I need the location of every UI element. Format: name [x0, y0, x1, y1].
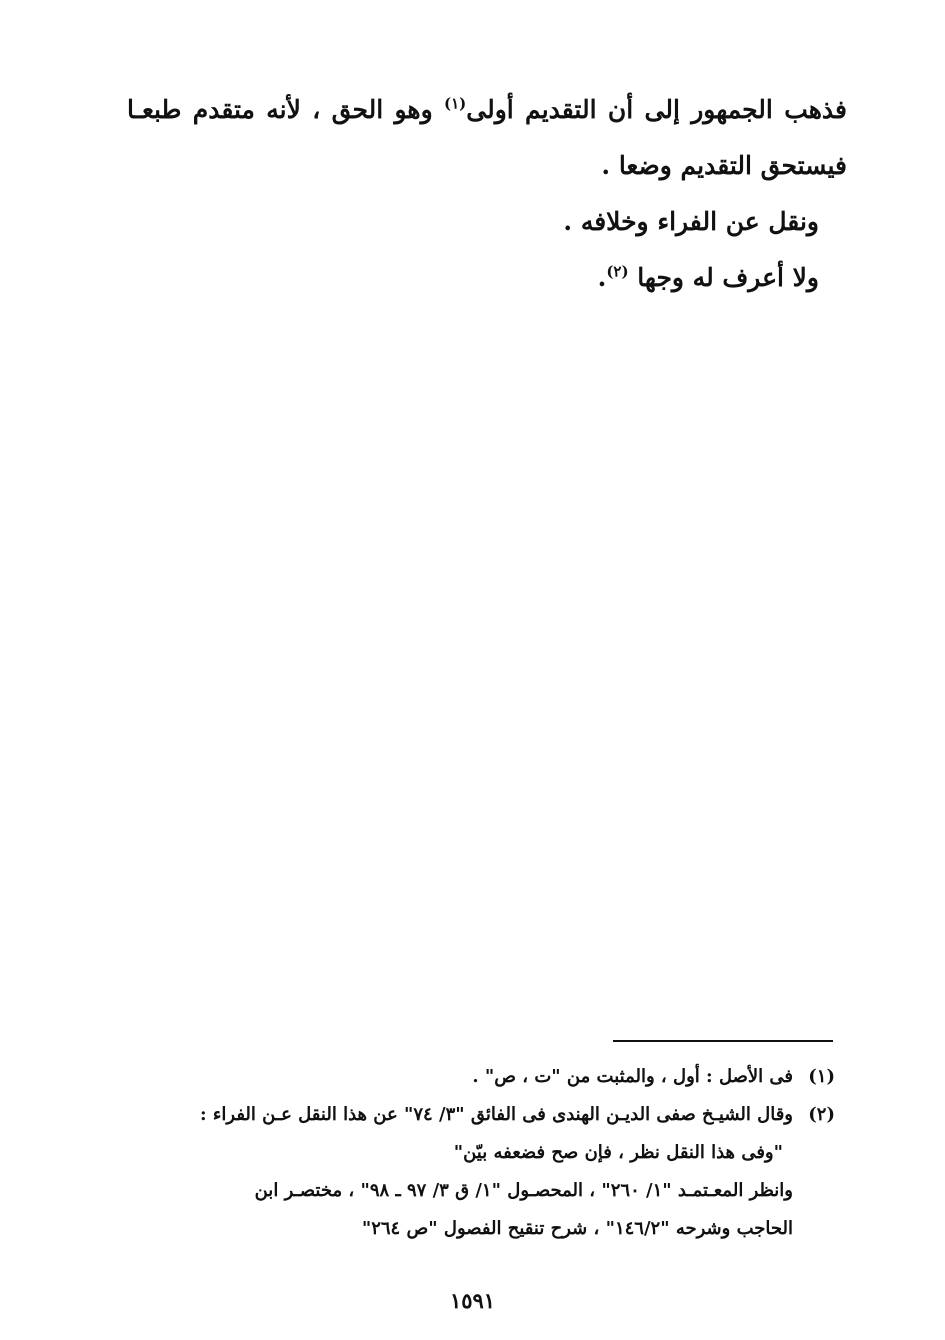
footnote-ref-2: (٢) — [606, 262, 629, 281]
footnote-1-number: (١) — [808, 1066, 835, 1087]
footnote-1-body — [105, 1058, 793, 1096]
footnote-2-line-4: الحاجب وشرحه "١٤٦/٢" ، شرح تنقيح الفصول "ص ٢٦٤" — [361, 1218, 793, 1239]
footnote-2-body — [105, 1096, 793, 1248]
footnote-2 — [105, 1096, 835, 1248]
footnote-ref-1: (١) — [443, 94, 467, 113]
paragraph-3-text: ولا أعرف له وجها — [628, 263, 819, 292]
footnote-2-line-1: وقال الشيـخ صفى الديـن الهندى فى الفائق "٣/ ٧٤" عن هذا النقل عـن الفراء : — [200, 1104, 793, 1125]
footnote-2-line-3: وانظر المعـتمـد "١/ ٢٦٠" ، المحصـول "١/ ق ٣/ ٩٧ ـ ٩٨" ، مختصـر ابن — [254, 1180, 793, 1201]
footnote-2-line-2: "وفى هذا النقل نظر ، فإن صح فضعفه بيّن" — [453, 1142, 783, 1163]
page-number: ١٥٩١ — [449, 1288, 496, 1313]
paragraph-3 — [127, 250, 847, 306]
paragraph-3-end: . — [597, 263, 607, 292]
footnotes — [105, 1058, 835, 1248]
footnote-1 — [105, 1058, 835, 1096]
paragraph-2-text: ونقل عن الفراء وخلافه . — [563, 207, 819, 236]
paragraph-2 — [127, 194, 847, 250]
paragraph-1-text: فذهب الجمهور إلى أن التقديم أولى — [466, 95, 848, 124]
paragraph-1 — [127, 82, 847, 194]
footnote-separator — [613, 1040, 833, 1042]
footnote-2-number: (٢) — [808, 1104, 835, 1125]
footnote-1-line-1: فى الأصل : أول ، والمثبت من "ت ، ص" . — [472, 1066, 793, 1087]
paragraph-1-text-continued: وهو الحق ، لأنه متقدم طبعـا فيستحق التقديم وضعا . — [127, 95, 847, 180]
main-text — [127, 82, 847, 306]
